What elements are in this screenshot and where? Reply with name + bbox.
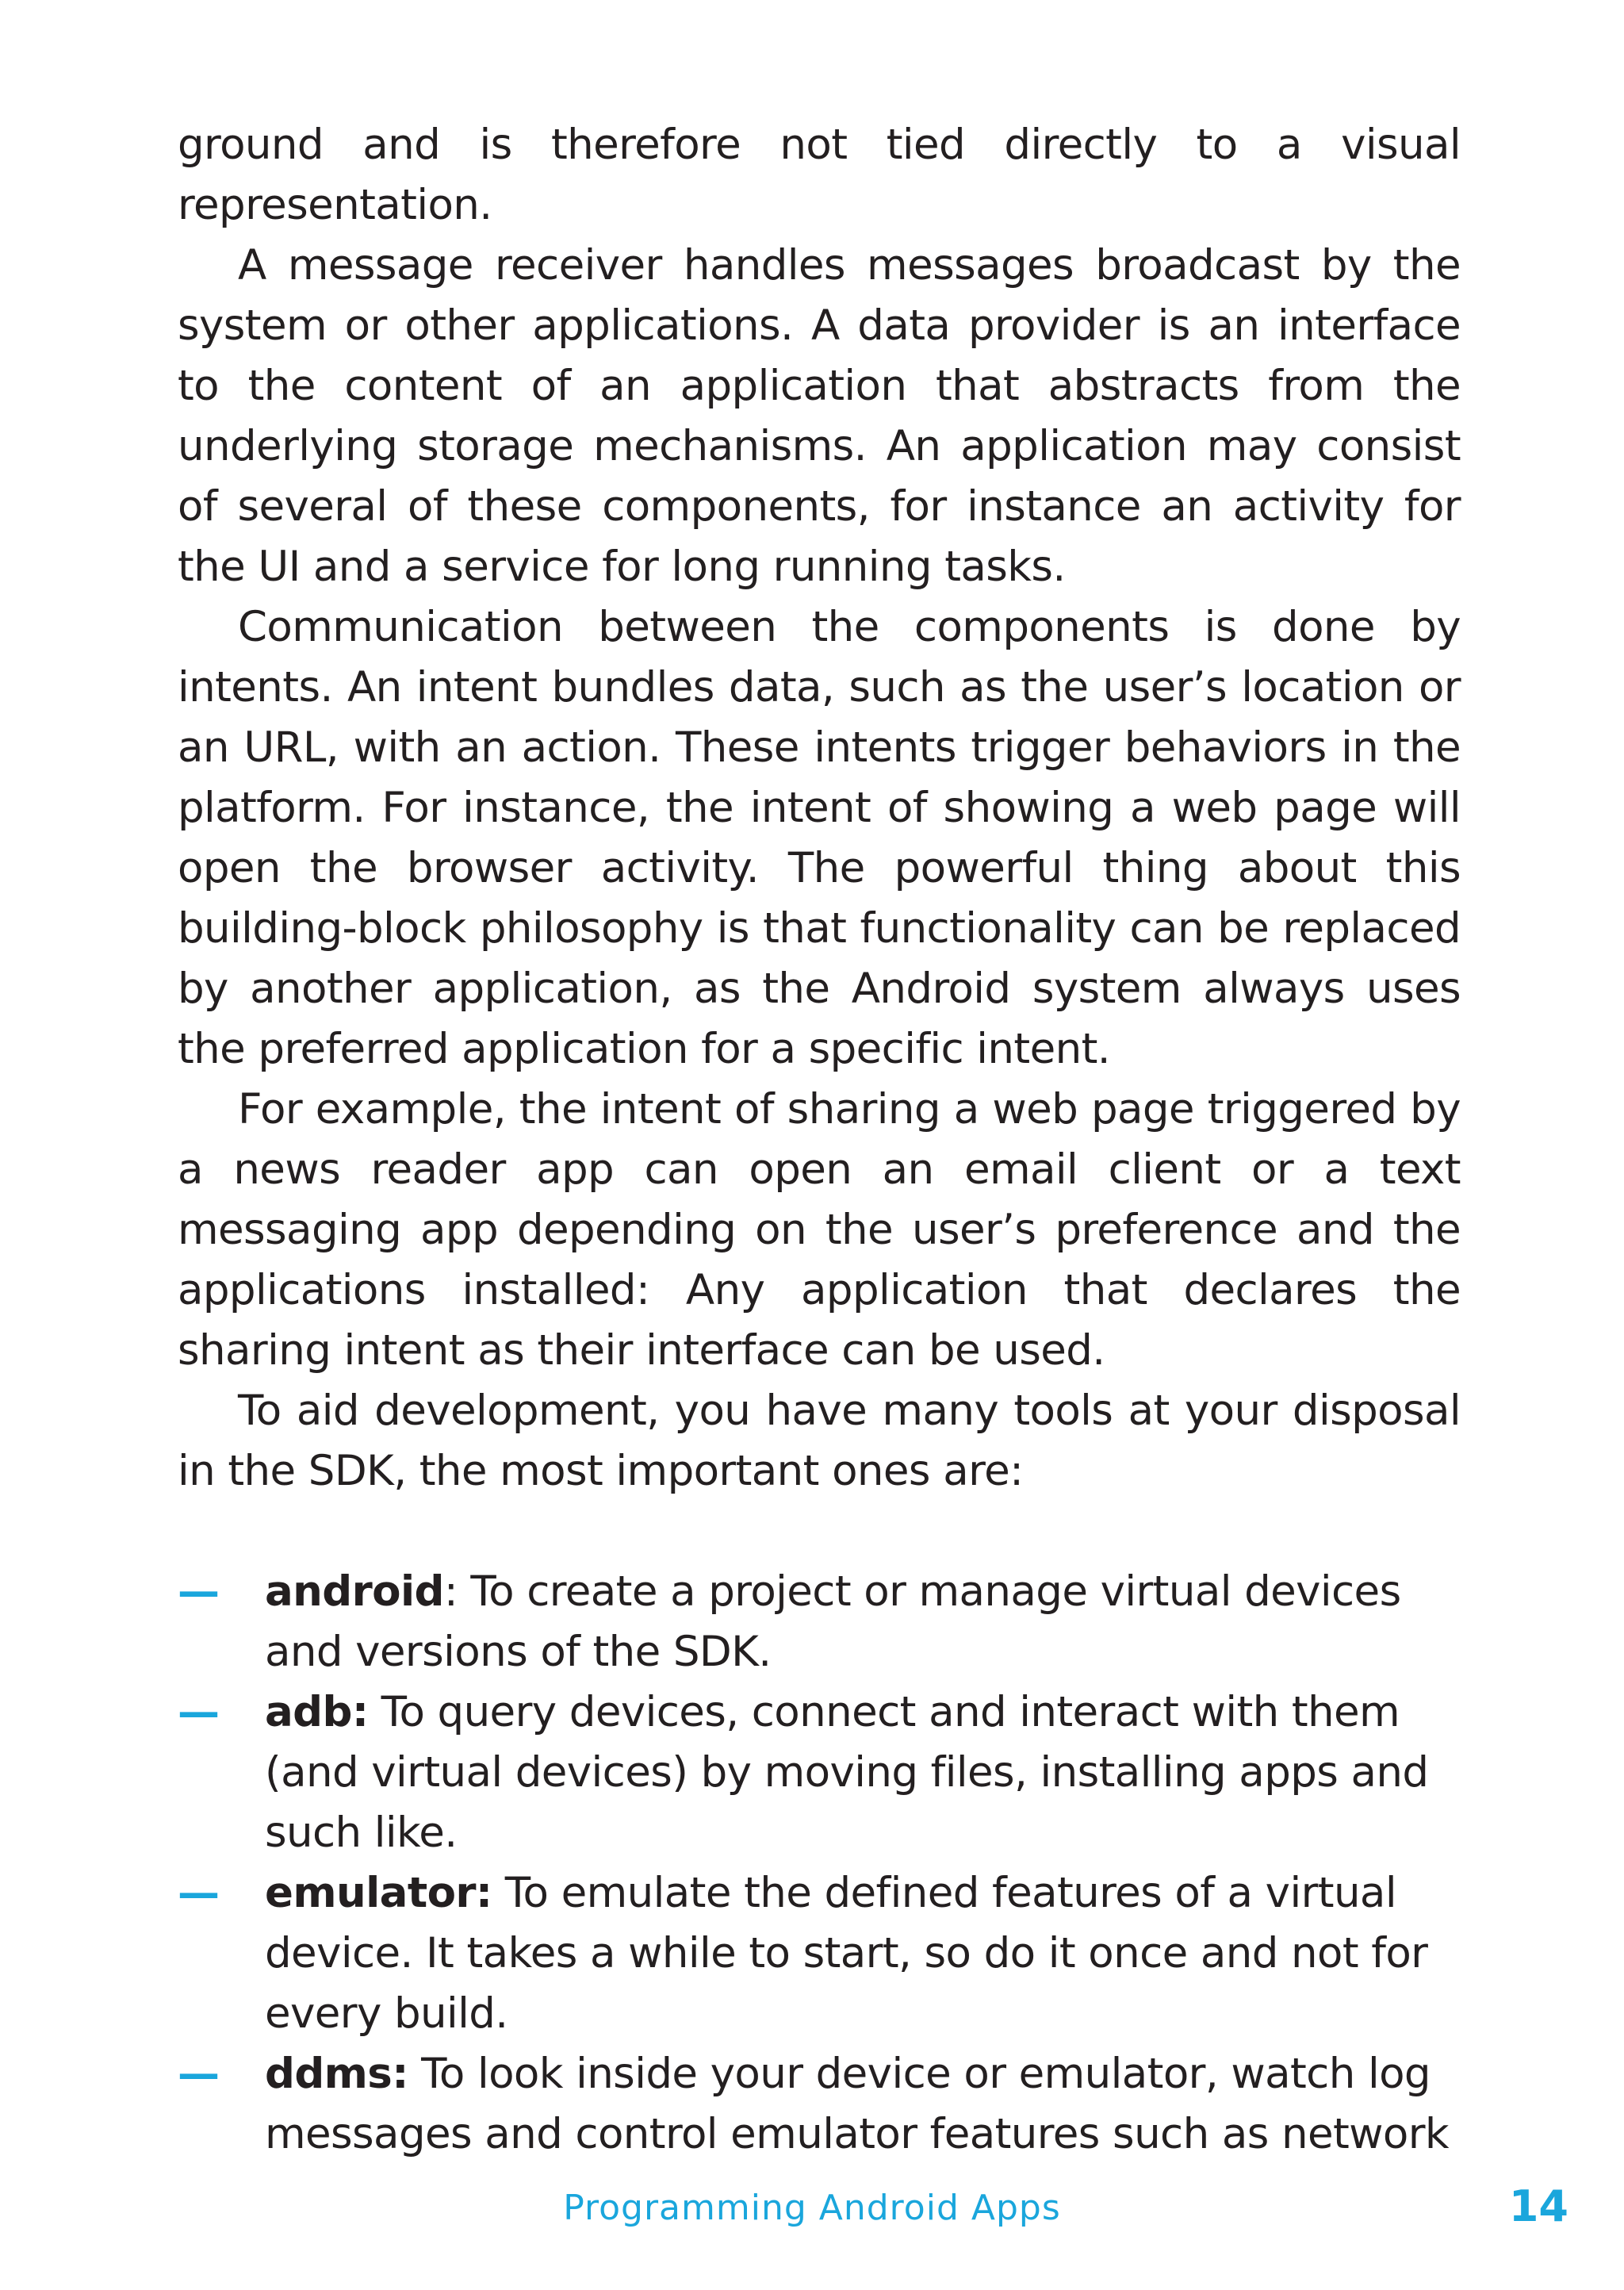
body-text	[178, 115, 1461, 2165]
dash-bullet-icon: —	[178, 1869, 220, 1917]
tool-description: : To create a project or manage virtual devices and versions of the SDK.	[265, 1567, 1401, 1676]
tool-name: ddms:	[265, 2050, 408, 2098]
tool-description: To query devices, connect and interact with them (and virtual devices) by moving files, installing apps and such like.	[265, 1688, 1429, 1857]
paragraph-sharing-example: For example, the intent of sharing a web page triggered by a news reader app can open an email client or a text messaging app depending on the user’s preference and the applications installed: Any application that declares the sharing intent as their interface can be used.	[178, 1085, 1461, 1375]
page-number: 14	[1508, 2181, 1568, 2231]
list-item-android	[178, 1562, 1461, 1682]
paragraph-message-receiver: A message receiver handles messages broadcast by the system or other applications. A data provider is an interface to the content of an application that abstracts from the underlying storage mechanisms. An application may consist of several of these components, for instance an activity for the UI and a service for long running tasks.	[178, 241, 1461, 591]
dash-bullet-icon: —	[178, 2050, 220, 2098]
tool-name: emulator:	[265, 1869, 492, 1917]
dash-bullet-icon: —	[178, 1567, 220, 1616]
tool-name: adb:	[265, 1688, 369, 1736]
list-item-ddms	[178, 2044, 1461, 2165]
paragraph-intents: Communication between the components is done by intents. An intent bundles data, such as the user’s location or an URL, with an action. These intents trigger behaviors in the platform. For instance, the intent of showing a web page will open the browser activity. The powerful thing about this building-block philosophy is that functionality can be replaced by another application, as the Android system always uses the preferred application for a specific intent.	[178, 603, 1461, 1073]
tool-description: To look inside your device or emulator, watch log messages and control emulator features such as network	[265, 2050, 1450, 2158]
paragraph-tools-intro: To aid development, you have many tools at your disposal in the SDK, the most important ones are:	[178, 1387, 1461, 1495]
tool-name: android	[265, 1567, 444, 1616]
tool-description: To emulate the defined features of a virtual device. It takes a while to start, so do it once and not for every build.	[265, 1869, 1428, 2038]
paragraph-continued: ground and is therefore not tied directly to a visual representation.	[178, 121, 1461, 229]
list-item-emulator	[178, 1863, 1461, 2044]
list-item-adb	[178, 1682, 1461, 1863]
running-footer-title: Programming Android Apps	[563, 2188, 1061, 2228]
dash-bullet-icon: —	[178, 1688, 220, 1736]
sdk-tools-list	[178, 1562, 1461, 2165]
